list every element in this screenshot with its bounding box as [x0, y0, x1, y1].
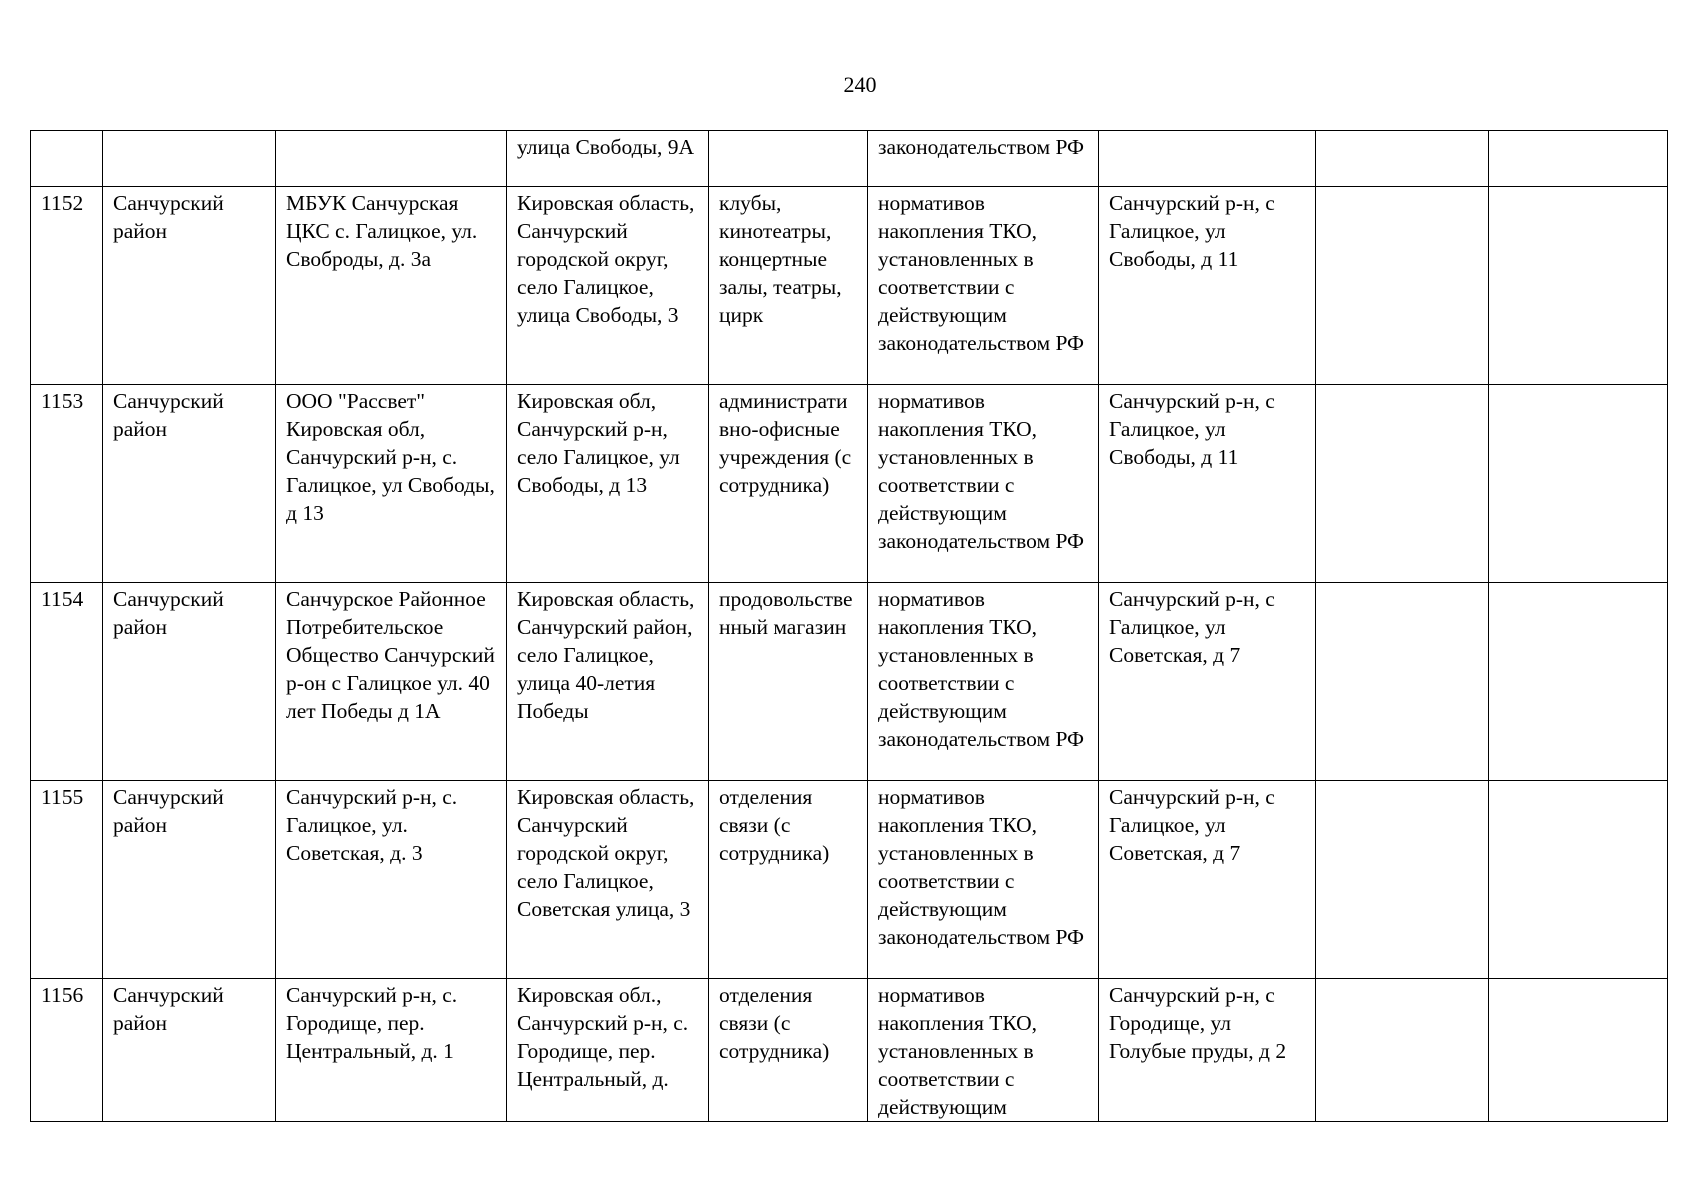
address-cell: Кировская обл, Санчурский р-н, село Галицкое, ул Свободы, д 13 [507, 385, 709, 583]
district-cell: Санчурский район [103, 781, 276, 979]
address-cell: Кировская обл., Санчурский р-н, с. Городище, пер. Центральный, д. [507, 979, 709, 1122]
table-row [31, 131, 1668, 187]
registry-table [30, 130, 1668, 1122]
row-number-cell [31, 131, 103, 187]
container-site-cell: Санчурский р-н, с Галицкое, ул Свободы, д 11 [1099, 187, 1316, 385]
organization-cell: Санчурский р-н, с. Городище, пер. Центральный, д. 1 [276, 979, 507, 1122]
empty-cell [1316, 979, 1489, 1122]
norm-cell: нормативов накопления ТКО, установленных в соответствии с действующим законодательством РФ [868, 187, 1099, 385]
empty-cell [1316, 583, 1489, 781]
container-site-cell: Санчурский р-н, с Галицкое, ул Советская, д 7 [1099, 583, 1316, 781]
organization-cell [276, 131, 507, 187]
table-row [31, 385, 1668, 583]
row-number-cell: 1153 [31, 385, 103, 583]
empty-cell [1489, 979, 1668, 1122]
table-row [31, 583, 1668, 781]
table-row [31, 187, 1668, 385]
district-cell: Санчурский район [103, 979, 276, 1122]
address-cell: Кировская область, Санчурский городской округ, село Галицкое, улица Свободы, 3 [507, 187, 709, 385]
norm-cell: нормативов накопления ТКО, установленных в соответствии с действующим [868, 979, 1099, 1122]
norm-cell: законодательством РФ [868, 131, 1099, 187]
district-cell [103, 131, 276, 187]
category-cell: отделения связи (с сотрудника) [709, 979, 868, 1122]
organization-cell: ООО "Рассвет" Кировская обл, Санчурский р-н, с. Галицкое, ул Свободы, д 13 [276, 385, 507, 583]
category-cell: административно-офисные учреждения (с сотрудника) [709, 385, 868, 583]
norm-cell: нормативов накопления ТКО, установленных в соответствии с действующим законодательством РФ [868, 385, 1099, 583]
district-cell: Санчурский район [103, 187, 276, 385]
category-cell [709, 131, 868, 187]
empty-cell [1489, 131, 1668, 187]
category-cell: отделения связи (с сотрудника) [709, 781, 868, 979]
empty-cell [1316, 131, 1489, 187]
category-cell: продовольственный магазин [709, 583, 868, 781]
container-site-cell: Санчурский р-н, с Галицкое, ул Советская, д 7 [1099, 781, 1316, 979]
empty-cell [1316, 385, 1489, 583]
empty-cell [1316, 781, 1489, 979]
empty-cell [1489, 187, 1668, 385]
address-cell: Кировская область, Санчурский район, село Галицкое, улица 40-летия Победы [507, 583, 709, 781]
norm-cell: нормативов накопления ТКО, установленных в соответствии с действующим законодательством РФ [868, 781, 1099, 979]
category-cell: клубы, кинотеатры, концертные залы, театры, цирк [709, 187, 868, 385]
address-cell: улица Свободы, 9А [507, 131, 709, 187]
organization-cell: Санчурское Районное Потребительское Общество Санчурский р-он с Галицкое ул. 40 лет Победы д 1А [276, 583, 507, 781]
row-number-cell: 1155 [31, 781, 103, 979]
row-number-cell: 1152 [31, 187, 103, 385]
row-number-cell: 1156 [31, 979, 103, 1122]
row-number-cell: 1154 [31, 583, 103, 781]
empty-cell [1489, 781, 1668, 979]
table-row [31, 979, 1668, 1122]
organization-cell: Санчурский р-н, с. Галицкое, ул. Советская, д. 3 [276, 781, 507, 979]
page-number: 240 [843, 72, 877, 97]
container-site-cell: Санчурский р-н, с Городище, ул Голубые пруды, д 2 [1099, 979, 1316, 1122]
district-cell: Санчурский район [103, 385, 276, 583]
organization-cell: МБУК Санчурская ЦКС с. Галицкое, ул. Своброды, д. 3а [276, 187, 507, 385]
norm-cell: нормативов накопления ТКО, установленных в соответствии с действующим законодательством РФ [868, 583, 1099, 781]
empty-cell [1316, 187, 1489, 385]
container-site-cell: Санчурский р-н, с Галицкое, ул Свободы, д 11 [1099, 385, 1316, 583]
district-cell: Санчурский район [103, 583, 276, 781]
container-site-cell [1099, 131, 1316, 187]
empty-cell [1489, 385, 1668, 583]
address-cell: Кировская область, Санчурский городской округ, село Галицкое, Советская улица, 3 [507, 781, 709, 979]
empty-cell [1489, 583, 1668, 781]
table-row [31, 781, 1668, 979]
